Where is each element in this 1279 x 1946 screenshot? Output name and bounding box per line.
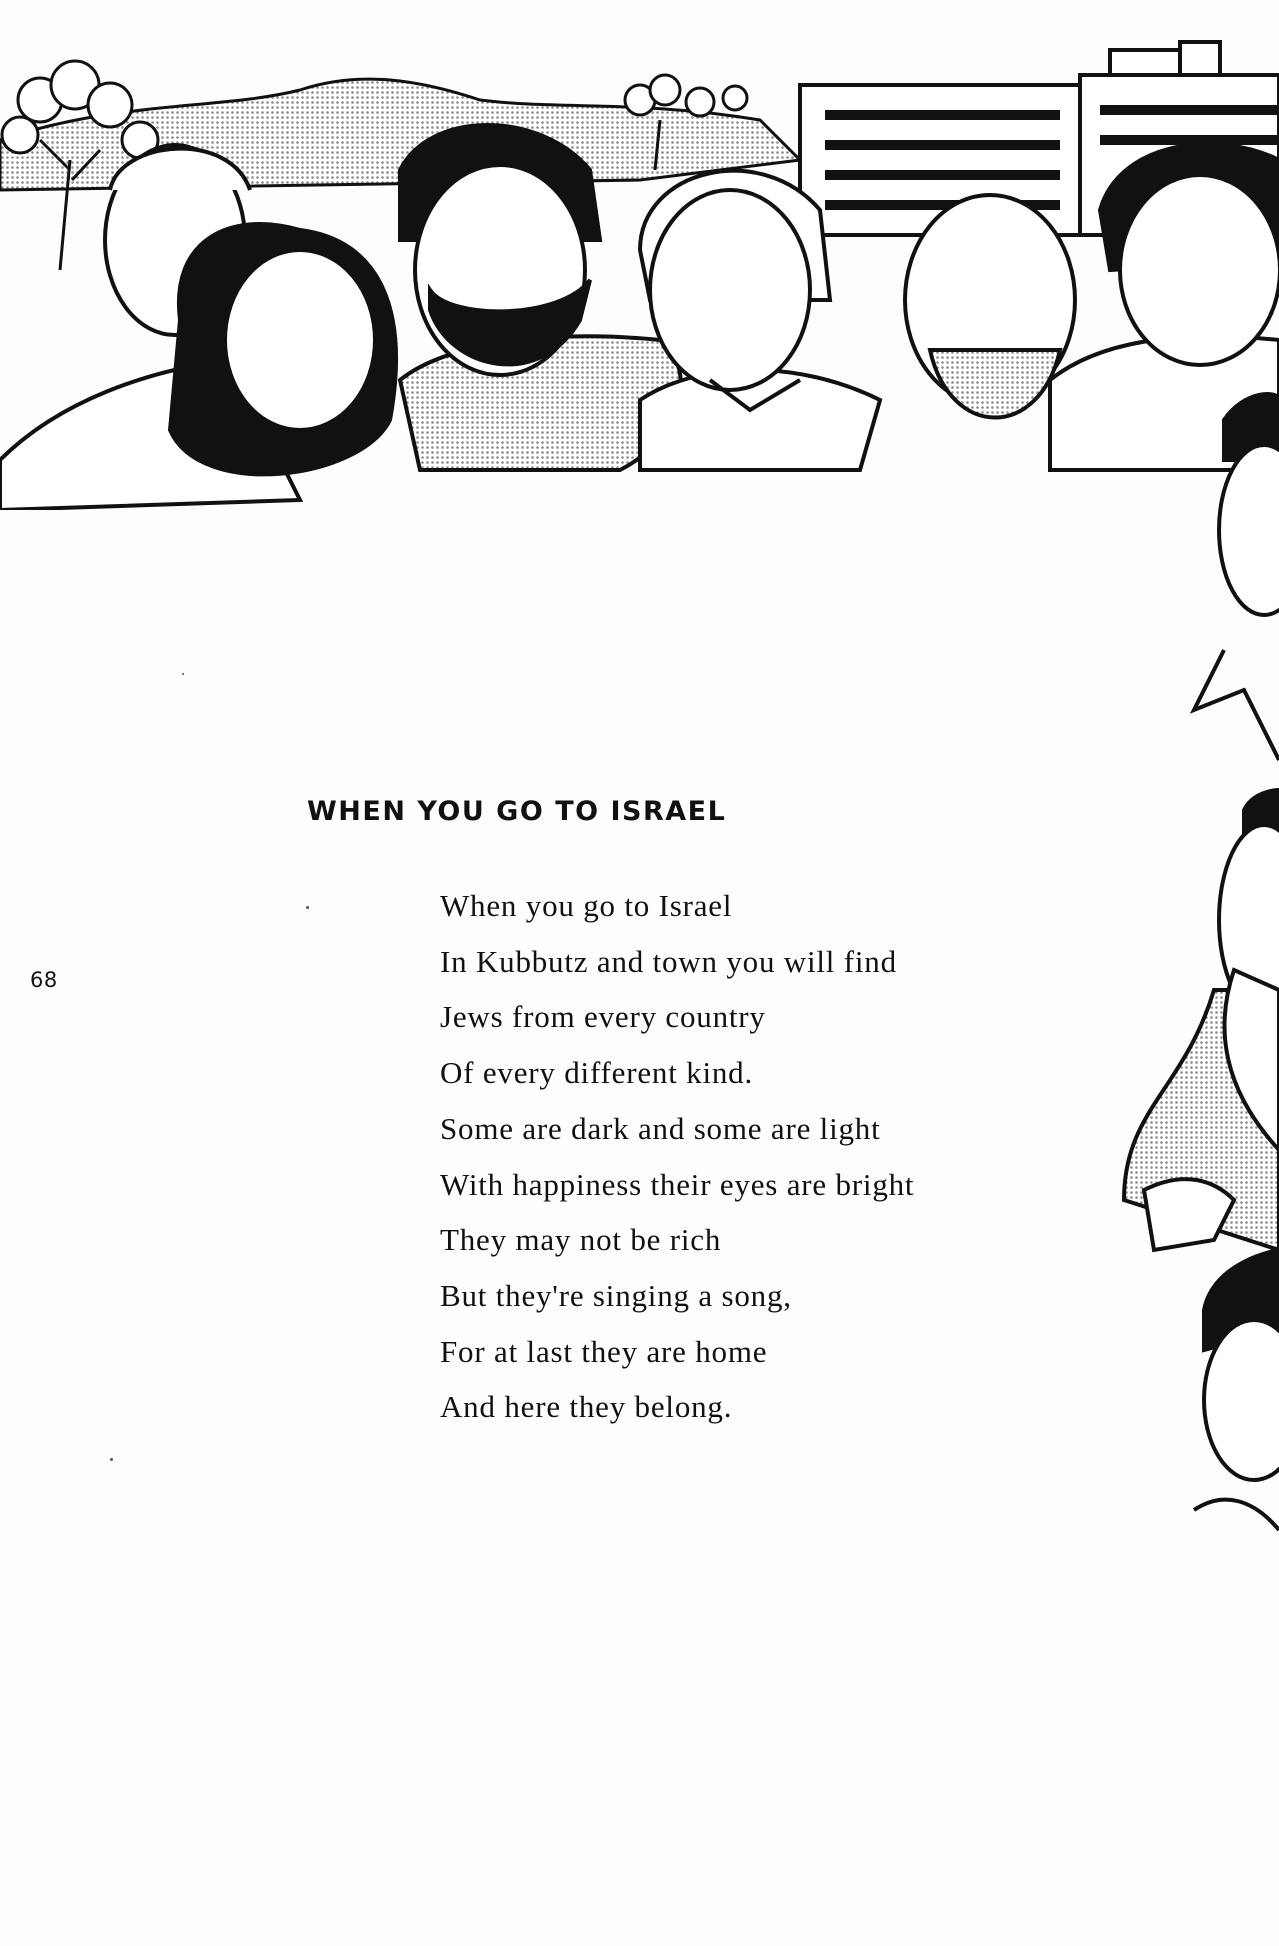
poem-line: In Kubbutz and town you will find: [440, 943, 897, 979]
scan-speck: [110, 1458, 113, 1461]
poem-line: And here they belong.: [440, 1389, 733, 1425]
poem-body: [440, 878, 914, 1435]
people-landscape-illustration: [0, 40, 1279, 510]
poem-line: Jews from every country: [440, 999, 766, 1035]
poem-line: Of every different kind.: [440, 1055, 754, 1091]
scan-speck: [182, 673, 184, 675]
poem-line: For at last they are home: [440, 1333, 768, 1369]
poem-line: They may not be rich: [440, 1222, 722, 1258]
poem-line: When you go to Israel: [440, 888, 733, 923]
scan-speck: [306, 906, 309, 909]
poem-line: Some are dark and some are light: [440, 1110, 881, 1146]
poem-line: But they're singing a song,: [440, 1277, 792, 1313]
poem-line: With happiness their eyes are bright: [440, 1166, 915, 1202]
side-faces-illustration: [1104, 390, 1279, 1590]
poem-title: WHEN YOU GO TO ISRAEL: [307, 796, 727, 827]
page-number: 68: [30, 968, 58, 992]
